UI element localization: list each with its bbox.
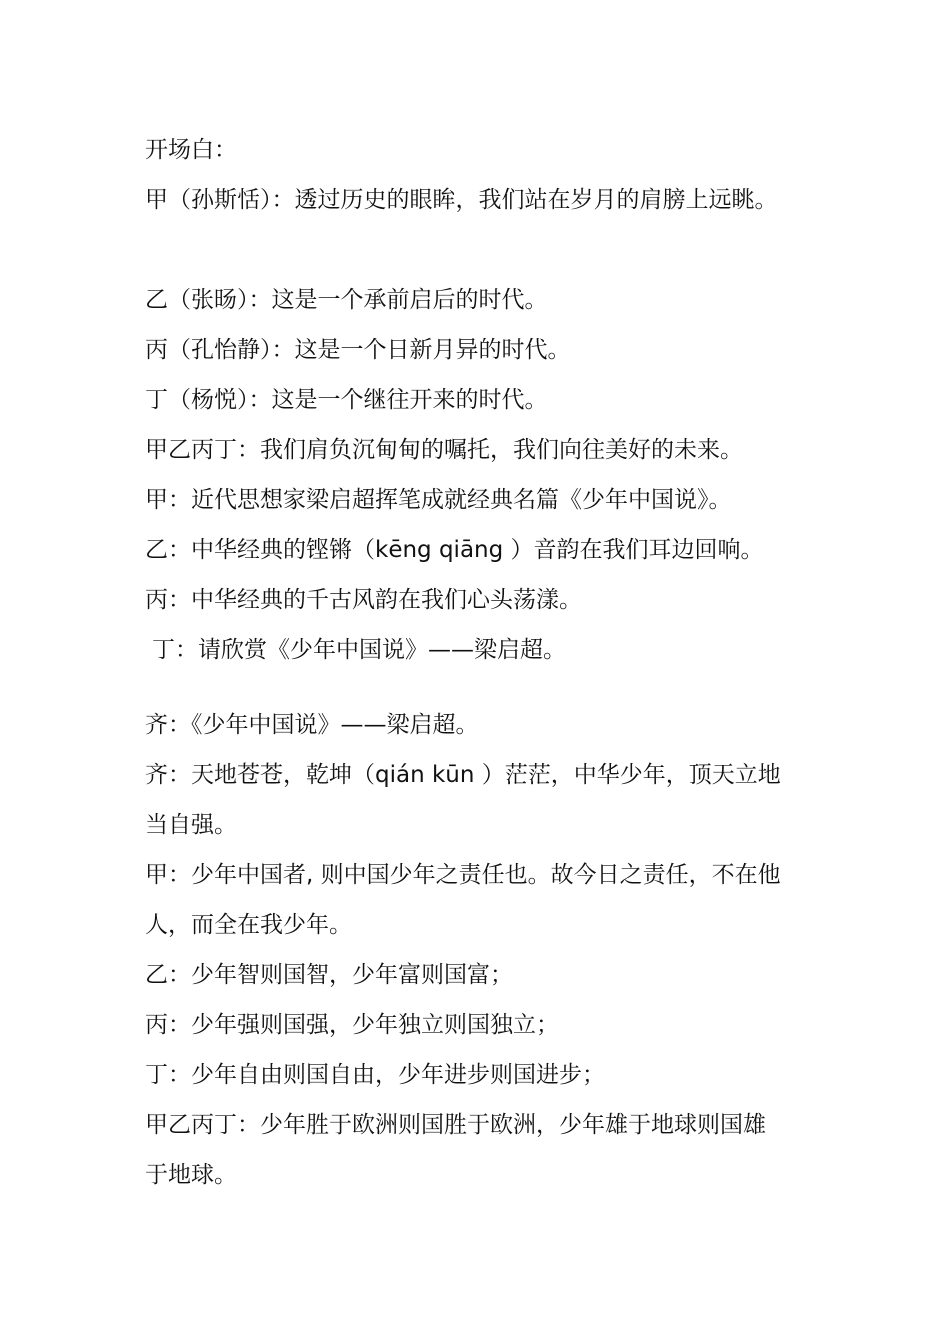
script-line: 齐：《少年中国说》——梁启超。 bbox=[145, 712, 479, 738]
script-line: 丙（孔怡静）：这是一个日新月异的时代。 bbox=[145, 337, 571, 363]
script-line: 齐：天地苍苍，乾坤（qián kūn ）茫茫，中华少年，顶天立地 bbox=[145, 762, 781, 788]
blank-line bbox=[145, 675, 810, 700]
script-line: 乙：少年智则国智，少年富则国富； bbox=[145, 962, 513, 988]
script-line: 丁：少年自由则国自由，少年进步则国进步； bbox=[145, 1062, 605, 1088]
script-line: 乙（张旸）：这是一个承前启后的时代。 bbox=[145, 287, 548, 313]
script-line-continuation: 人，而全在我少年。 bbox=[145, 912, 352, 938]
script-line: 丁：请欣赏《少年中国说》——梁启超。 bbox=[152, 637, 566, 663]
script-line: 甲：少年中国者, 则中国少年之责任也。故今日之责任，不在他 bbox=[145, 862, 781, 888]
script-line-continuation: 于地球。 bbox=[145, 1162, 237, 1188]
section-heading: 开场白： bbox=[145, 137, 237, 163]
script-line: 甲乙丙丁：少年胜于欧洲则国胜于欧洲，少年雄于地球则国雄 bbox=[145, 1112, 766, 1138]
script-line: 丁（杨悦）：这是一个继往开来的时代。 bbox=[145, 387, 548, 413]
script-line: 丙：少年强则国强，少年独立则国独立； bbox=[145, 1012, 559, 1038]
script-line: 甲：近代思想家梁启超挥笔成就经典名篇《少年中国说》。 bbox=[145, 487, 732, 513]
script-line: 丙：中华经典的千古风韵在我们心头荡漾。 bbox=[145, 587, 582, 613]
script-line: 乙：中华经典的铿锵（kēng qiāng ）音韵在我们耳边回响。 bbox=[145, 537, 764, 563]
blank-line bbox=[145, 225, 810, 275]
script-line: 甲乙丙丁：我们肩负沉甸甸的嘱托，我们向往美好的未来。 bbox=[145, 437, 743, 463]
script-line-continuation: 当自强。 bbox=[145, 812, 237, 838]
script-line: 甲（孙斯恬）：透过历史的眼眸，我们站在岁月的肩膀上远眺。 bbox=[145, 187, 778, 213]
script-text bbox=[145, 125, 810, 1200]
